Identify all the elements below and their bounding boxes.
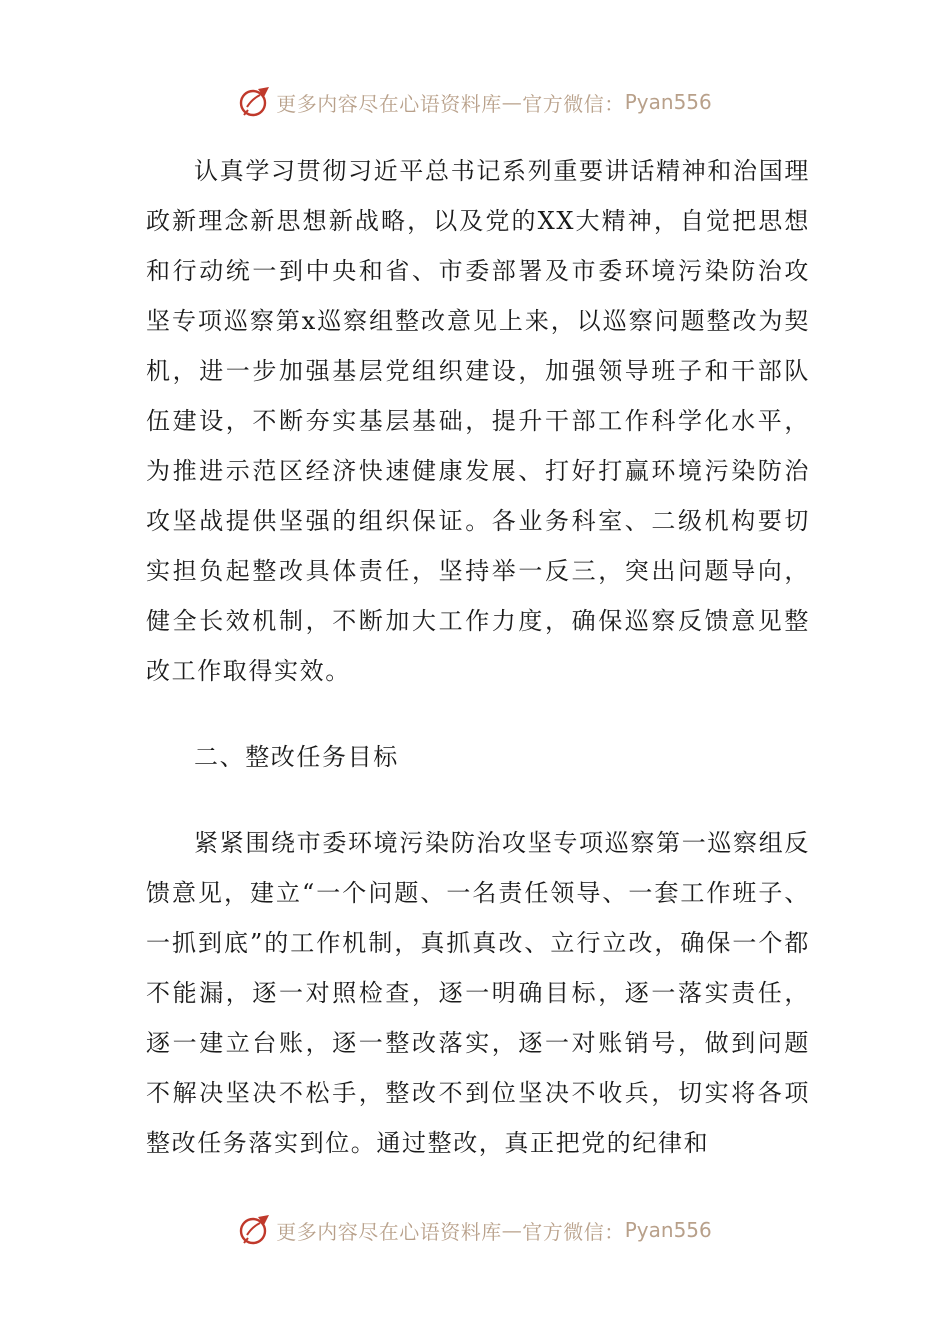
document-body — [146, 146, 810, 1168]
footer-watermark — [0, 1210, 950, 1250]
footer-wechat-id: Pyan556 — [624, 1218, 712, 1242]
footer-wechat-label: 官方微信： — [522, 1219, 625, 1244]
header-watermark — [0, 82, 950, 122]
section-heading: 二、整改任务目标 — [194, 743, 399, 771]
header-wechat-id: Pyan556 — [624, 90, 712, 114]
quill-logo-icon — [238, 85, 272, 119]
footer-brand-text: 更多内容尽在心语资料库 — [276, 1219, 502, 1244]
quill-logo-icon — [238, 1213, 272, 1247]
footer-separator: — — [501, 1218, 523, 1242]
paragraph-2: 紧紧围绕市委环境污染防治攻坚专项巡察第一巡察组反馈意见，建立“一个问题、一名责任领导、一套工作班子、一抓到底”的工作机制，真抓真改、立行立改，确保一个都不能漏，逐一对照检查，逐一明确目标，逐一落实责任，逐一建立台账，逐一整改落实，逐一对账销号，做到问题不解决坚决不松手，整改不到位坚决不收兵，切实将各项整改任务落实到位。通过整改，真正把党的纪律和 — [146, 829, 810, 1157]
header-wechat-label: 官方微信： — [522, 91, 625, 116]
paragraph-1: 认真学习贯彻习近平总书记系列重要讲话精神和治国理政新理念新思想新战略，以及党的XX大精神，自觉把思想和行动统一到中央和省、市委部署及市委环境污染防治攻坚专项巡察第x巡察组整改意见上来，以巡察问题整改为契机，进一步加强基层党组织建设，加强领导班子和干部队伍建设，不断夯实基层基础，提升干部工作科学化水平，为推进示范区经济快速健康发展、打好打赢环境污染防治攻坚战提供坚强的组织保证。各业务科室、二级机构要切实担负起整改具体责任，坚持举一反三，突出问题导向，健全长效机制，不断加大工作力度，确保巡察反馈意见整改工作取得实效。 — [146, 157, 810, 685]
header-brand-text: 更多内容尽在心语资料库 — [276, 91, 502, 116]
header-separator: — — [501, 90, 523, 114]
